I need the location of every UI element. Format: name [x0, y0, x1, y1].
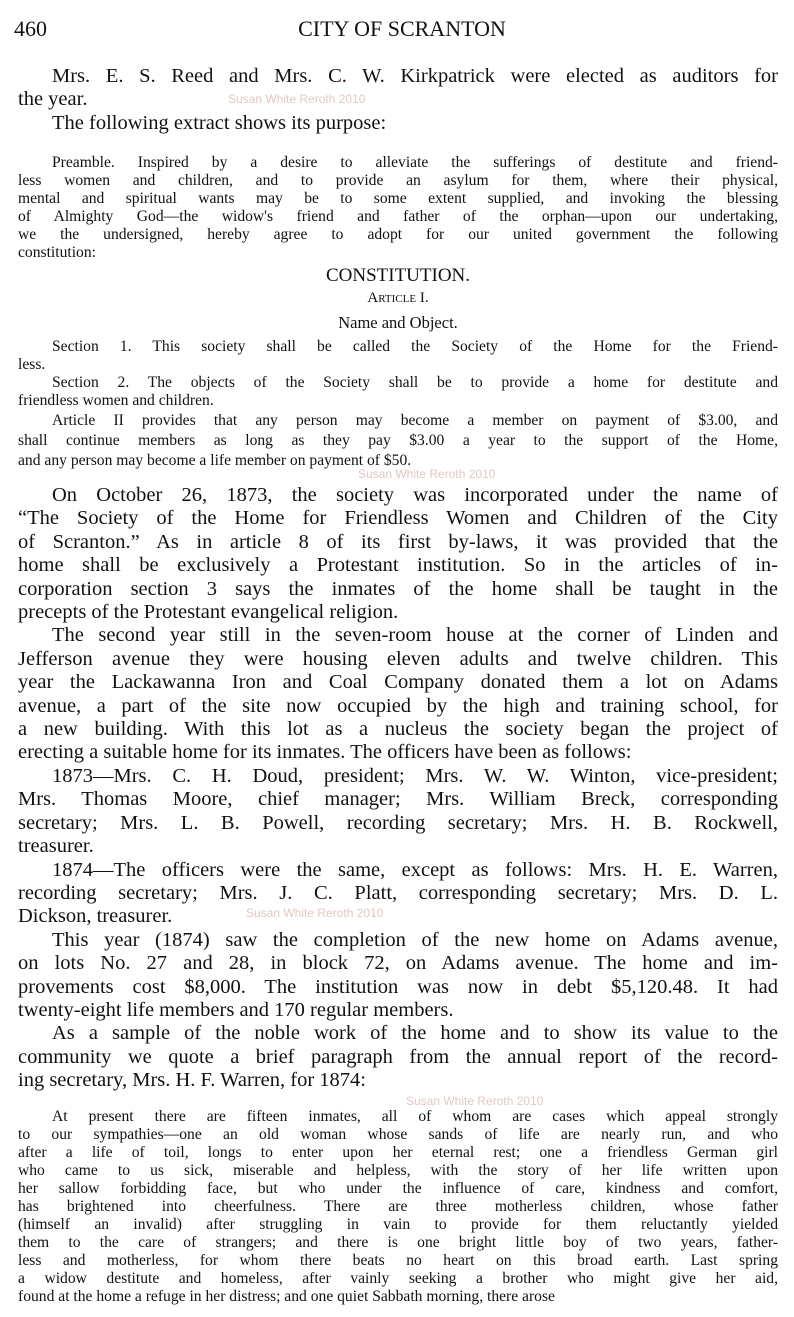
body-text	[18, 484, 778, 1093]
text-line: her sallow forbidding face, but who under the influence of care, kindness and comfort,	[18, 1180, 778, 1197]
text-line: after a life of toil, longs to enter upon her eternal rest; one a friendless German girl	[18, 1144, 778, 1161]
text-line: Mrs. E. S. Reed and Mrs. C. W. Kirkpatrick were elected as auditors for	[52, 65, 778, 87]
text-line: a widow destitute and homeless, after vainly seeking a brother who might give her aid,	[18, 1270, 778, 1287]
text-line: on lots No. 27 and 28, in block 72, on Adams avenue. The home and im-	[18, 952, 778, 975]
text-line: provements cost $8,000. The institution was now in debt $5,120.48. It had	[18, 975, 778, 998]
preamble	[18, 154, 778, 262]
text-line: recording secretary; Mrs. J. C. Platt, corresponding secretary; Mrs. D. L.	[18, 881, 778, 904]
text-line: secretary; Mrs. L. B. Powell, recording secretary; Mrs. H. B. Rockwell,	[18, 811, 778, 834]
article-subtitle: Name and Object.	[338, 313, 458, 332]
text-line: a new building. With this lot as a nucleus the society began the project of	[18, 718, 778, 741]
text-line: erecting a suitable home for its inmates. The officers have been as follows:	[18, 741, 632, 764]
text-line: corporation section 3 says the inmates of the home shall be taught in the	[18, 577, 778, 600]
text-line: and any person may become a life member on payment of $50.	[18, 452, 412, 469]
text-line: This year (1874) saw the completion of the new home on Adams avenue,	[52, 928, 778, 951]
text-line: At present there are fifteen inmates, all of whom are cases which appeal strongly	[52, 1108, 778, 1125]
text-line: has brightened into cheerfulness. There are three motherless children, whose father	[18, 1198, 778, 1215]
text-line: precepts of the Protestant evangelical religion.	[18, 601, 399, 624]
watermark: Susan White Reroth 2010	[358, 467, 496, 481]
text-line: The second year still in the seven-room house at the corner of Linden and	[52, 624, 778, 647]
text-line: Section 2. The objects of the Society shall be to provide a home for destitute and	[52, 374, 778, 391]
constitution-title: CONSTITUTION.	[325, 265, 471, 286]
text-line: mental and spiritual wants may be to some extent supplied, and invoking the blessing	[18, 190, 778, 207]
watermark: Susan White Reroth 2010	[406, 1094, 544, 1108]
text-line: 1873—Mrs. C. H. Doud, president; Mrs. W. W. Winton, vice-president;	[52, 764, 778, 787]
text-line: home shall be exclusively a Protestant institution. So in the articles of in-	[18, 554, 778, 577]
quoted-report	[18, 1108, 778, 1306]
text-line: treasurer.	[18, 835, 94, 858]
text-line: friendless women and children.	[18, 392, 214, 409]
text-line: less women and children, and to provide an asylum for them, where their physical,	[18, 172, 778, 189]
text-line: of Scranton.” As in article 8 of its first by-laws, it was provided that the	[18, 530, 778, 553]
text-line: 1874—The officers were the same, except as follows: Mrs. H. E. Warren,	[52, 858, 778, 881]
watermark: Susan White Reroth 2010	[228, 92, 366, 106]
running-header: CITY OF SCRANTON	[298, 16, 506, 41]
intro-text	[18, 65, 778, 135]
text-line: the year.	[18, 88, 88, 111]
text-line: Jefferson avenue they were housing eleven adults and twelve children. This	[18, 647, 778, 670]
constitution-sections	[18, 338, 778, 470]
text-line: ing secretary, Mrs. H. F. Warren, for 1874:	[18, 1069, 366, 1092]
text-line: On October 26, 1873, the society was incorporated under the name of	[52, 484, 778, 506]
text-line: Section 1. This society shall be called the Society of the Home for the Friend-	[52, 338, 778, 355]
text-line: less.	[18, 356, 46, 373]
text-line: avenue, a part of the site now occupied by the high and training school, for	[18, 694, 778, 717]
text-line: Dickson, treasurer.	[18, 905, 173, 928]
text-line: who came to us sick, miserable and helpless, with the story of her life written upon	[18, 1162, 778, 1179]
text-line: Preamble. Inspired by a desire to alleviate the sufferings of destitute and friend-	[52, 154, 778, 171]
text-line: less and motherless, for whom there beats no heart on this broad earth. Last spring	[18, 1252, 778, 1269]
article-heading: Article I.	[367, 290, 429, 306]
page-number: 460	[14, 16, 47, 41]
text-line: Article II provides that any person may become a member on payment of $3.00, and	[52, 412, 778, 429]
text-line: to our sympathies—one an old woman whose sands of life are nearly run, and who	[18, 1126, 778, 1143]
text-line: Mrs. Thomas Moore, chief manager; Mrs. William Breck, corresponding	[18, 788, 778, 811]
text-line: “The Society of the Home for Friendless Women and Children of the City	[18, 507, 778, 530]
text-line: year the Lackawanna Iron and Coal Company donated them a lot on Adams	[18, 671, 778, 694]
text-line: found at the home a refuge in her distress; and one quiet Sabbath morning, there arose	[18, 1288, 555, 1305]
text-line: community we quote a brief paragraph from the annual report of the record-	[18, 1045, 778, 1068]
text-line: The following extract shows its purpose:	[52, 111, 387, 134]
text-line: As a sample of the noble work of the home and to show its value to the	[52, 1022, 778, 1045]
watermark: Susan White Reroth 2010	[246, 906, 384, 920]
text-line: shall continue members as long as they pay $3.00 a year to the support of the Home,	[18, 432, 778, 449]
text-line: constitution:	[18, 244, 96, 261]
text-line: we the undersigned, hereby agree to adopt for our united government the following	[18, 226, 778, 243]
text-line: them to the care of strangers; and there is one bright little boy of two years, father-	[18, 1234, 778, 1251]
text-line: of Almighty God—the widow's friend and father of the orphan—upon our undertaking,	[18, 208, 778, 225]
text-line: twenty-eight life members and 170 regular members.	[18, 998, 454, 1021]
text-line: (himself an invalid) after struggling in vain to provide for them reluctantly yielded	[18, 1216, 778, 1233]
